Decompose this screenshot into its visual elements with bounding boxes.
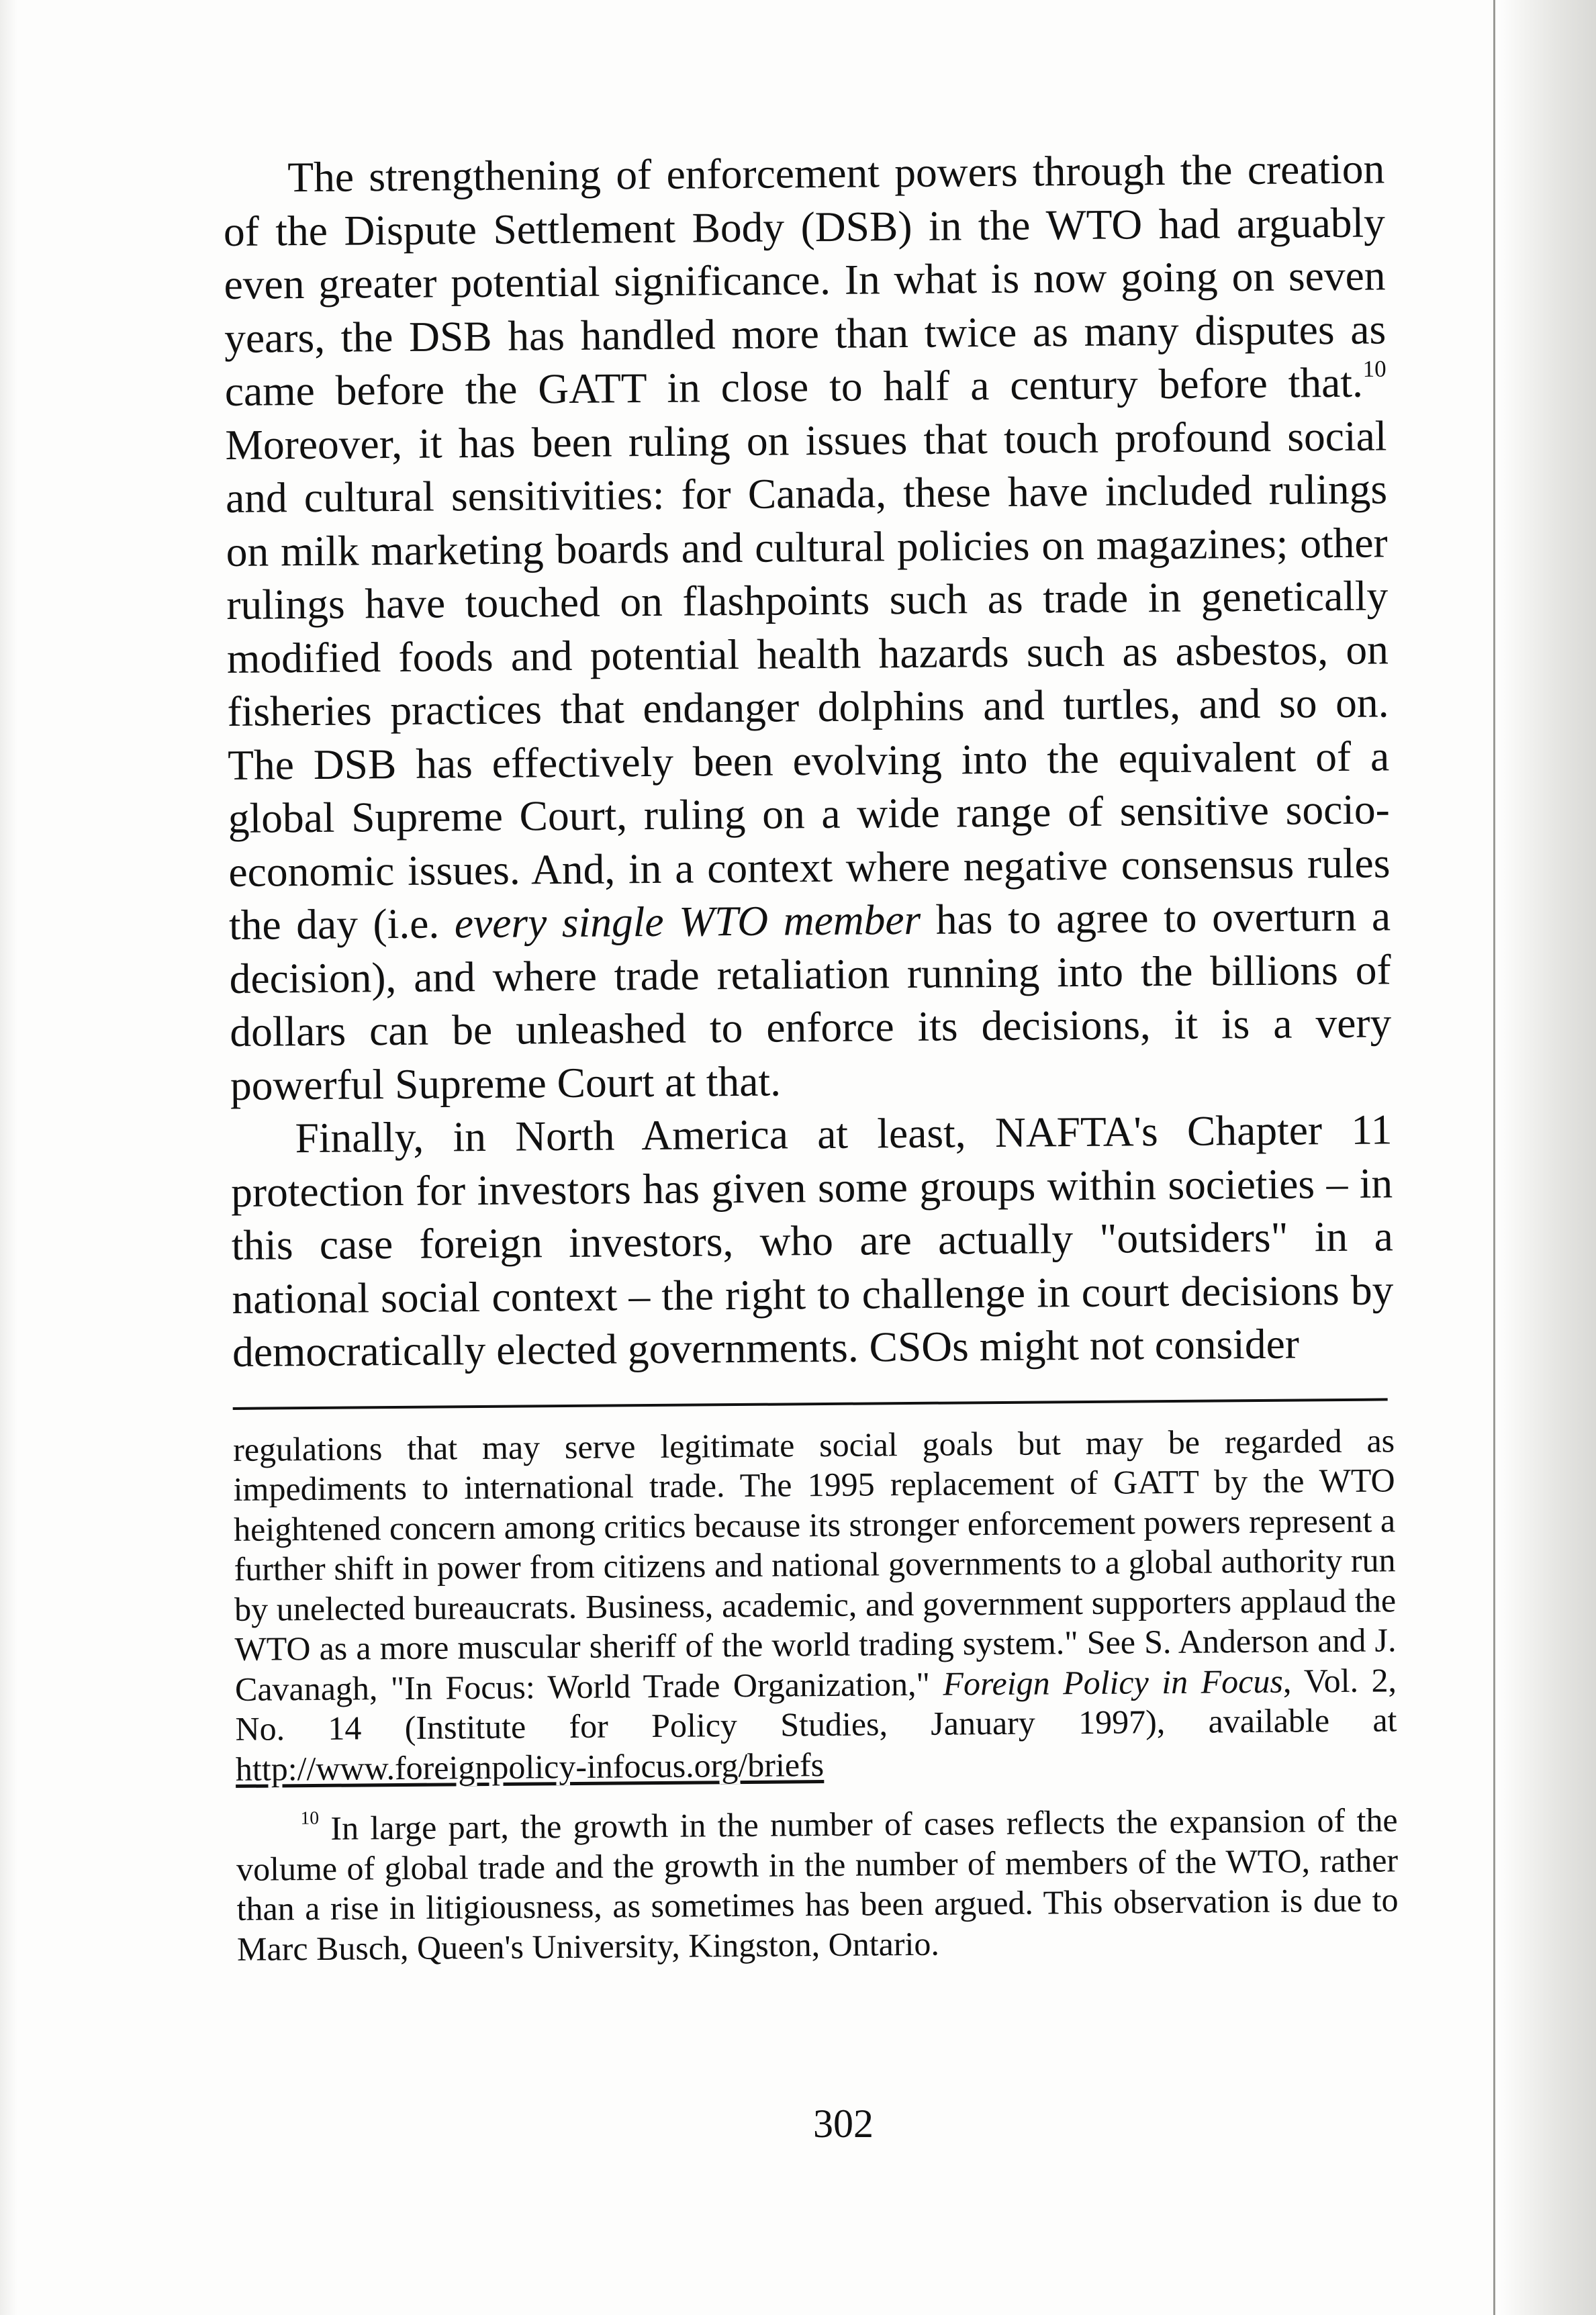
footnote-continued-text: regulations that may serve legitimate social goals but may be regarded as impediments to international trade. The 1995 replacement of GATT by the WTO heightened concern among critics because its stronger enforcement powers represent a further shift in power from citizens and national governments to a global authority run by unelected bureaucrats. Business, academic, and government supporters applaud the WTO as a more muscular sheriff of the world trading system." See S. Anderson and J. Cavanagh, "In Focus: World Trade Organization," — [232, 1421, 1397, 1708]
footnote-10-marker: 10 — [300, 1807, 320, 1828]
footnote-continued — [233, 1421, 1397, 1789]
body-paragraph-2 — [230, 1102, 1394, 1378]
page-left-edge — [0, 0, 17, 2315]
body-paragraph-1 — [223, 142, 1392, 1112]
footnote-10-text: In large part, the growth in the number of cases reflects the expansion of the volume of global trade and the growth in the number of members of the WTO, rather than a rise in litigiousness, as sometimes has been argued. This observation is due to Marc Busch, Queen's University, Kingston, Ontario. — [236, 1801, 1399, 1968]
page-right-edge — [1493, 0, 1596, 2315]
footnote-ref-10: 10 — [1362, 355, 1387, 383]
body-paragraph-2-text: Finally, in North America at least, NAFTA's Chapter 11 protection for investors has given some groups within societies – in this case foreign investors, who are actually "outsiders" in a national social context – the right to challenge in court decisions by democratically elected governments. CSOs might not consider — [230, 1105, 1394, 1376]
page-number: 302 — [813, 2101, 874, 2146]
footnote-10 — [236, 1800, 1399, 1969]
footnote-separator — [233, 1398, 1388, 1410]
body-emphasis: every single WTO member — [454, 895, 921, 947]
footnote-continued-citation: , Vol. 2, No. 14 (Institute for Policy Studies, January 1997), available at — [235, 1660, 1397, 1748]
text-column — [223, 142, 1399, 1969]
footnote-url-link[interactable]: http://www.foreignpolicy-infocus.org/briefs — [235, 1745, 825, 1788]
footnote-source-title: Foreign Policy in Focus — [943, 1662, 1284, 1703]
body-paragraph-1-continuation: Moreover, it has been ruling on issues that touch profound social and cultural sensitivities: for Canada, these have included rulings on milk marketing boards and cultural policies on magazines; other rulings have touched on flashpoints such as trade in genetically modified foods and potential health hazards such as asbestos, on fisheries practices that endanger dolphins and turtles, and so on. The DSB has effectively been evolving into the equivalent of a global Supreme Court, ruling on a wide range of sensitive socio-economic issues. And, in a context where negative consensus rules the day (i.e. — [225, 411, 1391, 949]
body-paragraph-1-text: The strengthening of enforcement powers through the creation of the Dispute Settlement Body (DSB) in the WTO had arguably even greater potential significance. In what is now going on seven years, the DSB has handled more than twice as many disputes as came before the GATT in close to half a century before that. — [223, 144, 1387, 415]
body-paragraph-1-end: has to agree to overturn a decision), and where trade retaliation running into the billions of dollars can be unleashed to enforce its decisions, it is a very powerful Supreme Court at that. — [229, 892, 1392, 1109]
